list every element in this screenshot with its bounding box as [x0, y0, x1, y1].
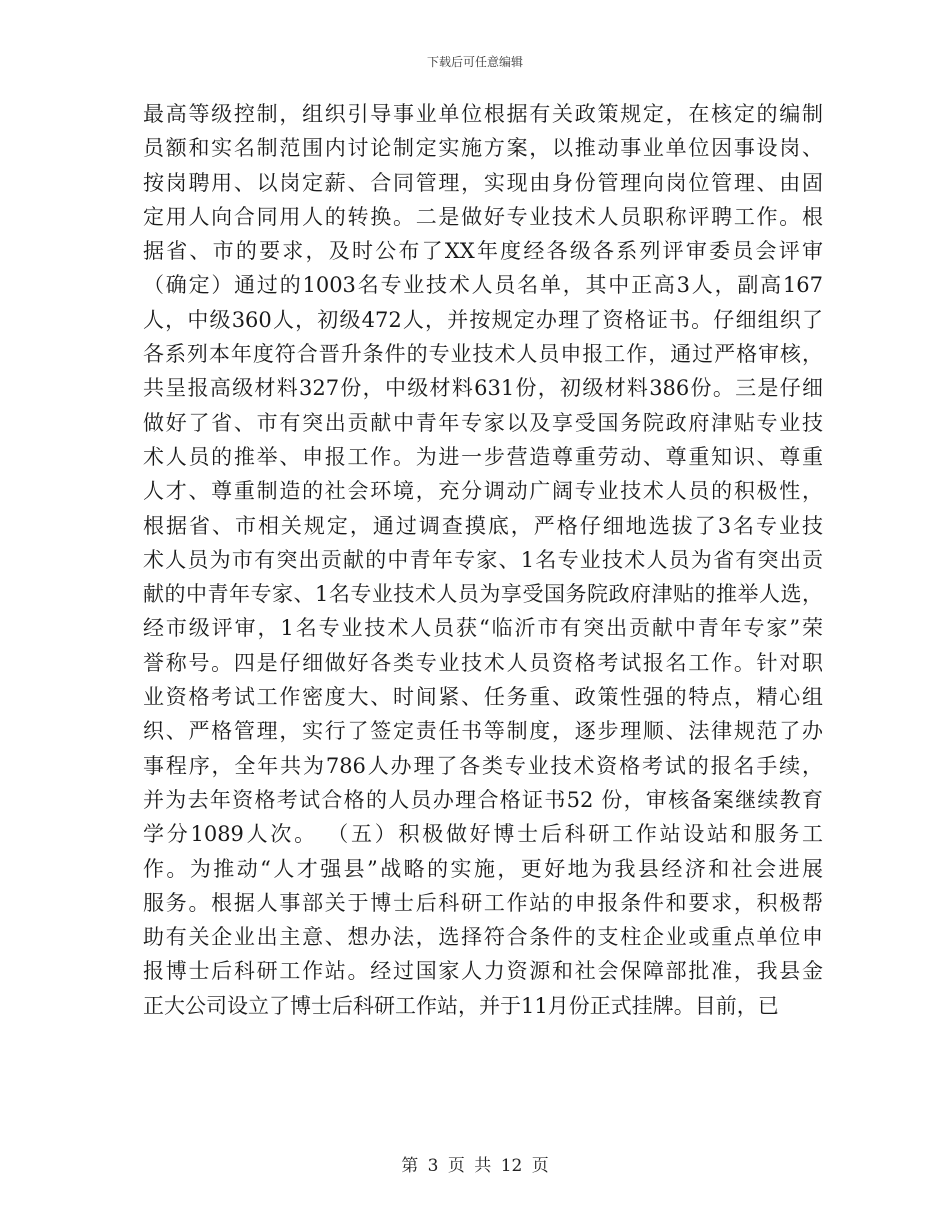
body-line: 最高等级控制，组织引导事业单位根据有关政策规定，在核定的编制 — [143, 102, 823, 126]
body-line: 共呈报高级材料327份，中级材料631份，初级材料386份。三是仔细 — [143, 376, 823, 401]
body-line: 正大公司设立了博士后科研工作站，并于11月份正式挂牌。目前，已 — [143, 993, 779, 1018]
body-line: 事程序，全年共为786人办理了各类专业技术资格考试的报名手续， — [143, 753, 823, 778]
body-line: 并为去年资格考试合格的人员办理合格证书52 份，审核备案继续教育 — [143, 787, 823, 812]
body-line: 人，中级360人，初级472人，并按规定办理了资格证书。仔细组织了 — [143, 307, 823, 332]
body-line: 根据省、市相关规定，通过调查摸底，严格仔细地选拔了3名专业技 — [143, 513, 823, 538]
body-line: 织、严格管理，实行了签定责任书等制度，逐步理顺、法律规范了办 — [143, 719, 823, 744]
body-line: 术人员的推举、申报工作。为进一步营造尊重劳动、尊重知识、尊重 — [143, 444, 823, 469]
body-line: 誉称号。四是仔细做好各类专业技术人员资格考试报名工作。针对职 — [143, 650, 823, 675]
body-line: 据省、市的要求，及时公布了XX年度经各级各系列评审委员会评审 — [143, 239, 823, 264]
body-line: 人才、尊重制造的社会环境，充分调动广阔专业技术人员的积极性， — [143, 479, 823, 504]
body-line: 经市级评审，1名专业技术人员获“临沂市有突出贡献中青年专家”荣 — [143, 616, 823, 641]
body-line: 助有关企业出主意、想办法，选择符合条件的支柱企业或重点单位申 — [143, 925, 823, 950]
body-line: 业资格考试工作密度大、时间紧、任务重、政策性强的特点，精心组 — [143, 685, 823, 710]
body-line: 服务。根据人事部关于博士后科研工作站的申报条件和要求，积极帮 — [143, 890, 823, 915]
body-line: （确定）通过的1003名专业技术人员名单，其中正高3人，副高167 — [143, 273, 823, 298]
body-line: 献的中青年专家、1名专业技术人员为享受国务院政府津贴的推举人选， — [143, 582, 823, 607]
body-line: 做好了省、市有突出贡献中青年专家以及享受国务院政府津贴专业技 — [143, 410, 823, 435]
body-line: 员额和实名制范围内讨论制定实施方案，以推动事业单位因事设岗、 — [143, 136, 823, 161]
body-line: 作。为推动“人才强县”战略的实施，更好地为我县经济和社会进展 — [143, 856, 823, 881]
body-line: 学分1089人次。 （五）积极做好博士后科研工作站设站和服务工 — [143, 822, 823, 847]
document-body — [143, 97, 823, 1023]
body-line: 各系列本年度符合晋升条件的专业技术人员申报工作，通过严格审核， — [143, 342, 823, 367]
body-line: 按岗聘用、以岗定薪、合同管理，实现由身份管理向岗位管理、由固 — [143, 170, 823, 195]
page-number-footer: 第 3 页 共 12 页 — [401, 1156, 549, 1176]
body-line: 术人员为市有突出贡献的中青年专家、1名专业技术人员为省有突出贡 — [143, 547, 823, 572]
page-header-note: 下载后可任意编辑 — [426, 55, 523, 69]
body-line: 报博士后科研工作站。经过国家人力资源和社会保障部批准，我县金 — [143, 959, 823, 984]
body-line: 定用人向合同用人的转换。二是做好专业技术人员职称评聘工作。根 — [143, 204, 823, 229]
